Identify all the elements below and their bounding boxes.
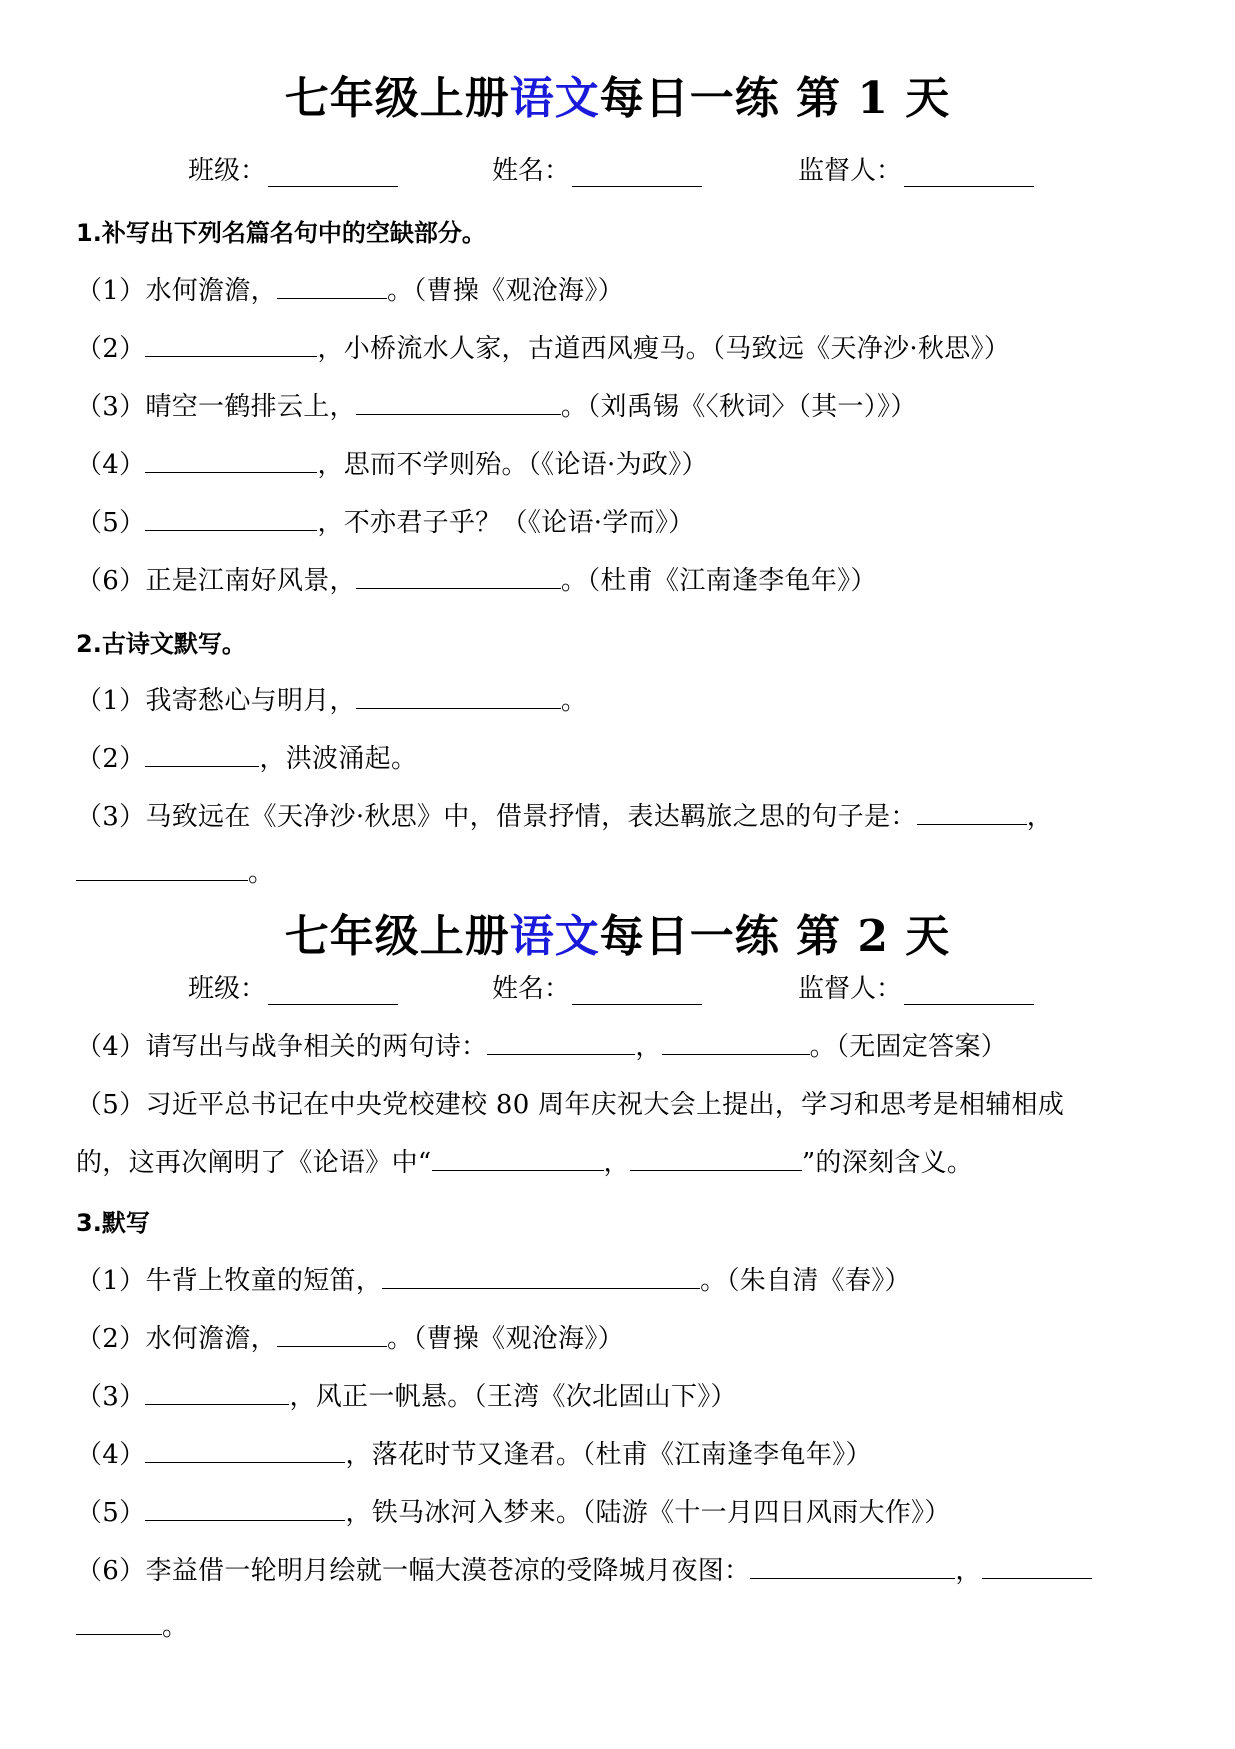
supervisor-blank[interactable] [904,160,1034,187]
question-2-2: （2） ，洪波涌起。 [76,744,418,774]
question-1-5: （5） ，不亦君子乎？（《论语·学而》） [76,508,695,538]
title-highlight: 语文 [509,73,600,124]
title-suffix: 每日一练 第 1 天 [599,73,951,124]
answer-blank[interactable] [917,800,1027,825]
question-3-2: （2）水何澹澹， 。（曹操《观沧海》） [76,1324,624,1354]
question-3-1: （1）牛背上牧童的短笛， 。（朱自清《春》） [76,1266,911,1296]
answer-blank[interactable] [76,856,248,881]
name-field[interactable] [492,968,702,1005]
day2-info-row [0,968,1235,1002]
day2-title [0,900,1235,964]
answer-blank[interactable] [76,1610,162,1635]
name-label: 姓名： [492,974,571,1004]
question-3-4: （4） ，落花时节又逢君。（杜甫《江南逢李龟年》） [76,1440,872,1470]
class-label: 班级： [188,156,267,186]
answer-blank[interactable] [982,1554,1092,1579]
title-prefix: 七年级上册 [284,911,510,962]
question-3-6: （6）李益借一轮明月绘就一幅大漠苍凉的受降城月夜图： ， [76,1550,1092,1587]
class-field[interactable] [188,150,398,187]
class-field[interactable] [188,968,398,1005]
question-3-5: （5） ，铁马冰河入梦来。（陆游《十一月四日风雨大作》） [76,1498,951,1528]
supervisor-blank[interactable] [904,978,1034,1005]
class-blank[interactable] [268,978,398,1005]
question-1-3: （3）晴空一鹤排云上， 。（刘禹锡《〈秋词〉（其一）》） [76,392,917,422]
supervisor-field[interactable] [798,150,1034,187]
answer-blank[interactable] [145,742,259,767]
title-suffix: 每日一练 第 2 天 [599,911,951,962]
answer-blank[interactable] [356,390,561,415]
name-blank[interactable] [572,160,702,187]
day1-info-row [0,150,1235,184]
answer-blank[interactable] [487,1030,635,1055]
answer-blank[interactable] [145,332,317,357]
question-2-1: （1）我寄愁心与明月， 。 [76,686,588,716]
name-field[interactable] [492,150,702,187]
answer-blank[interactable] [356,564,561,589]
answer-blank[interactable] [432,1146,604,1171]
name-blank[interactable] [572,978,702,1005]
answer-blank[interactable] [145,1438,345,1463]
supervisor-label: 监督人： [798,156,903,186]
question-2-5-cont: 的，这再次阐明了《论语》中“ ， ”的深刻含义。 [76,1148,974,1178]
answer-blank[interactable] [277,1322,387,1347]
question-3-3: （3） ，风正一帆悬。（王湾《次北固山下》） [76,1382,737,1412]
answer-blank[interactable] [630,1146,802,1171]
question-2-5: （5）习近平总书记在中央党校建校 80 周年庆祝大会上提出，学习和思考是相辅相成 [76,1090,1065,1120]
question-2-3-cont: 。 [76,852,274,889]
supervisor-label: 监督人： [798,974,903,1004]
question-1-4: （4） ，思而不学则殆。（《论语·为政》） [76,450,708,480]
class-blank[interactable] [268,160,398,187]
answer-blank[interactable] [750,1554,955,1579]
supervisor-field[interactable] [798,968,1034,1005]
section-1-heading: 1.补写出下列名篇名句中的空缺部分。 [76,219,486,247]
answer-blank[interactable] [145,1496,345,1521]
question-1-2: （2） ，小桥流水人家，古道西风瘦马。（马致远《天净沙·秋思》） [76,334,1011,364]
class-label: 班级： [188,974,267,1004]
question-2-3: （3）马致远在《天净沙·秋思》中，借景抒情，表达羁旅之思的句子是： ， [76,802,1054,832]
answer-blank[interactable] [356,684,561,709]
question-1-6: （6）正是江南好风景， 。（杜甫《江南逢李龟年》） [76,566,877,596]
day1-title [0,62,1235,126]
question-2-4: （4）请写出与战争相关的两句诗： ， 。（无固定答案） [76,1032,1008,1062]
answer-blank[interactable] [145,448,317,473]
answer-blank[interactable] [382,1264,700,1289]
title-highlight: 语文 [509,911,600,962]
question-3-6-cont: 。 [76,1606,188,1643]
section-3-heading: 3.默写 [76,1209,150,1237]
question-1-1: （1）水何澹澹， 。（曹操《观沧海》） [76,276,624,306]
answer-blank[interactable] [277,274,387,299]
answer-blank[interactable] [145,506,317,531]
section-2-heading: 2.古诗文默写。 [76,630,246,658]
answer-blank[interactable] [145,1380,289,1405]
answer-blank[interactable] [662,1030,810,1055]
name-label: 姓名： [492,156,571,186]
title-prefix: 七年级上册 [284,73,510,124]
